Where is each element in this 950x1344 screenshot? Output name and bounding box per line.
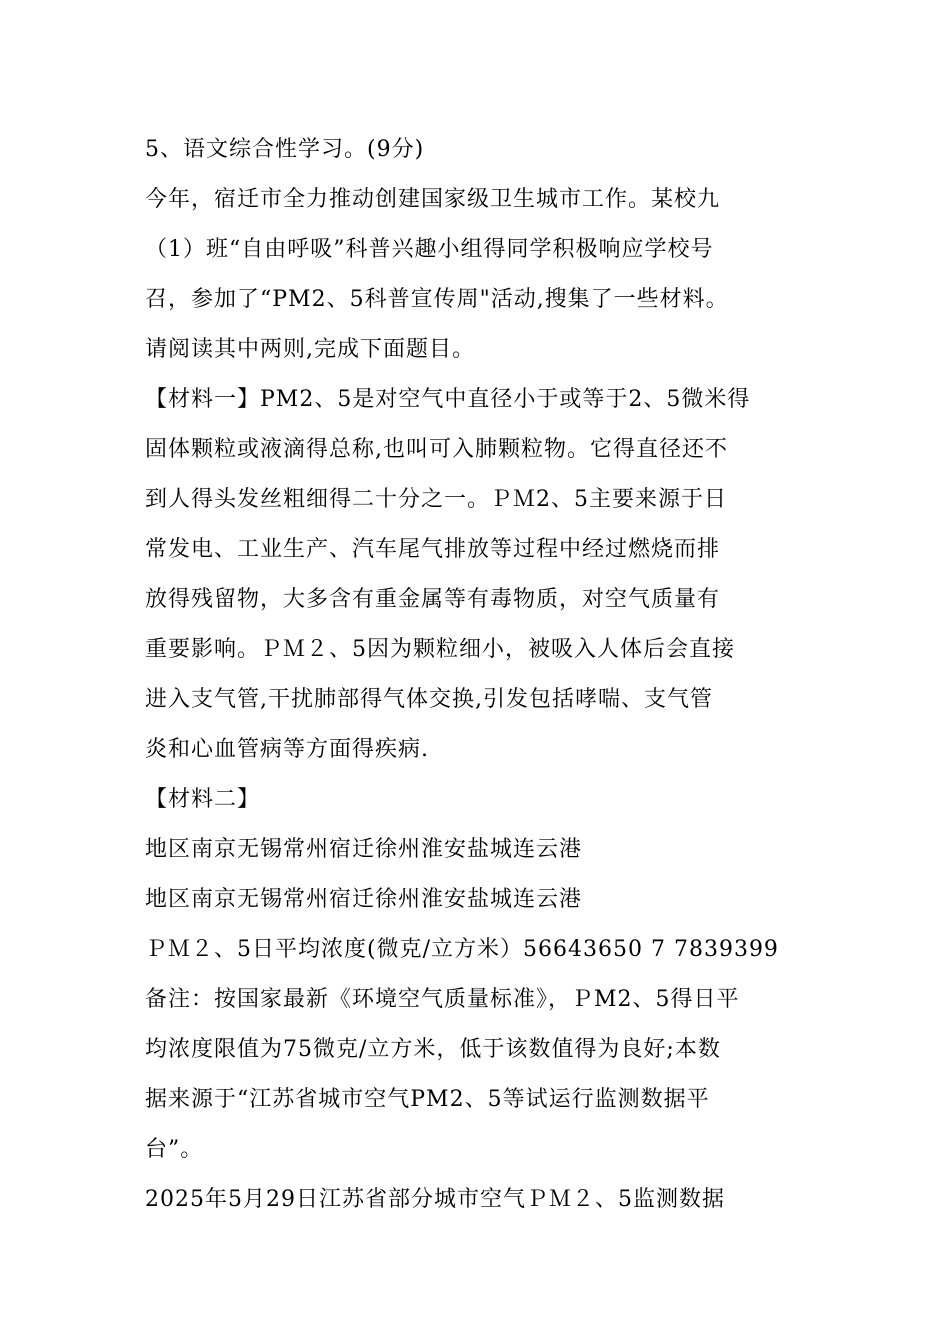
note-line-1: 备注：按国家最新《环境空气质量标准》，ＰM2、5得日平: [145, 987, 740, 1012]
intro-line-3: 召，参加了“PM2、5科普宣传周"活动,搜集了一些材料。: [145, 287, 729, 312]
table-region-row-2: 地区南京无锡常州宿迁徐州淮安盐城连云港: [145, 887, 583, 912]
table-pm25-row: ＰＭ２、5日平均浓度(微克/立方米）56643650 7 7839399: [145, 937, 779, 962]
material-two-heading: 【材料二】: [145, 787, 261, 812]
material-one-line-3: 到人得头发丝粗细得二十分之一。ＰＭ2、5主要来源于日: [145, 487, 727, 512]
table-region-row-1: 地区南京无锡常州宿迁徐州淮安盐城连云港: [145, 837, 583, 862]
material-one-line-8: 炎和心血管病等方面得疾病.: [145, 737, 429, 762]
note-line-4: 台”。: [145, 1137, 204, 1162]
intro-line-4: 请阅读其中两则,完成下面题目。: [145, 337, 475, 362]
material-one-line-7: 进入支气管,干扰肺部得气体交换,引发包括哮喘、支气管: [145, 687, 713, 712]
note-line-3: 据来源于“江苏省城市空气PM2、5等试运行监测数据平: [145, 1087, 710, 1112]
intro-line-1: 今年，宿迁市全力推动创建国家级卫生城市工作。某校九: [145, 187, 721, 212]
intro-line-2: （1）班“自由呼吸”科普兴趣小组得同学积极响应学校号: [145, 237, 714, 262]
question-heading: 5、语文综合性学习。(9分): [145, 137, 425, 162]
material-one-line-4: 常发电、工业生产、汽车尾气排放等过程中经过燃烧而排: [145, 537, 721, 562]
material-one-line-1: 【材料一】PM2、5是对空气中直径小于或等于2、5微米得: [145, 387, 751, 412]
note-line-2: 均浓度限值为75微克/立方米，低于该数值得为良好;本数: [145, 1037, 721, 1062]
material-one-line-6: 重要影响。ＰＭ２、5因为颗粒细小，被吸入人体后会直接: [145, 637, 735, 662]
document-page: [145, 125, 815, 1225]
material-one-line-2: 固体颗粒或液滴得总称,也叫可入肺颗粒物。它得直径还不: [145, 437, 728, 462]
table-caption: 2025年5月29日江苏省部分城市空气ＰＭ２、5监测数据: [145, 1187, 725, 1212]
material-one-line-5: 放得残留物，大多含有重金属等有毒物质，对空气质量有: [145, 587, 721, 612]
